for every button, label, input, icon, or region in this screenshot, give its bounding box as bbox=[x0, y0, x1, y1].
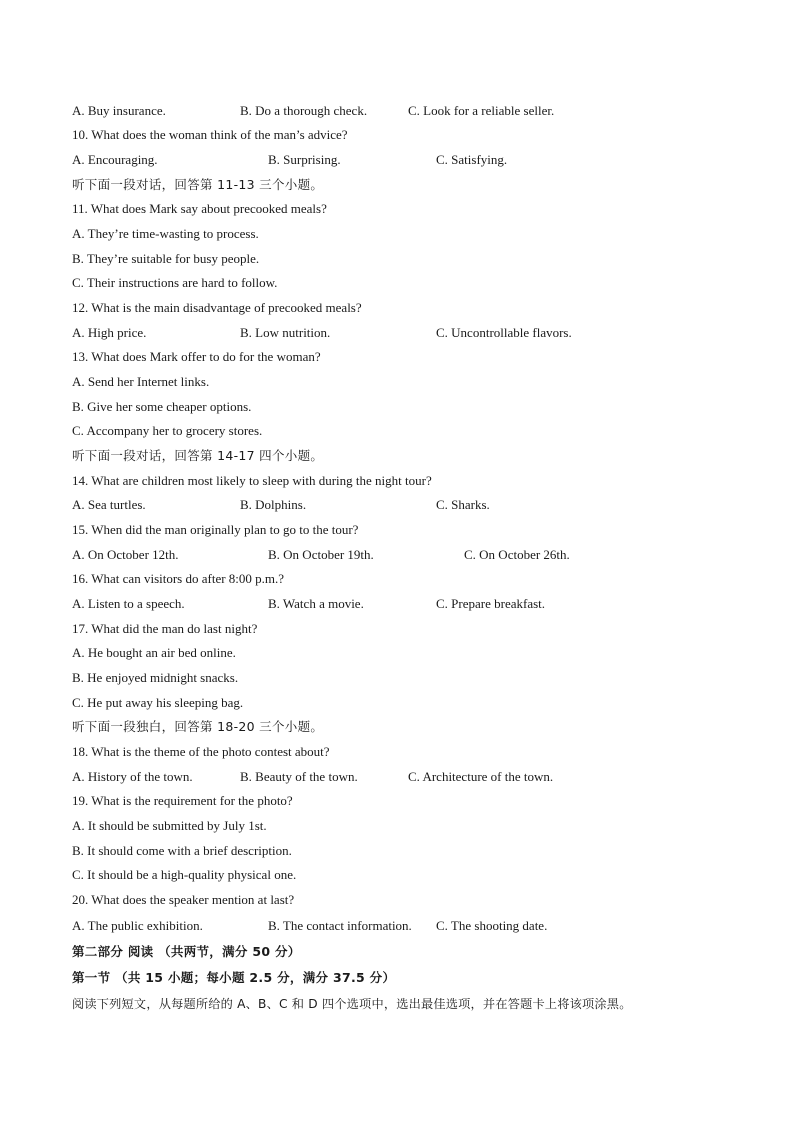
question-17: 17. What did the man do last night? bbox=[72, 621, 258, 636]
question-14: 14. What are children most likely to sleep with during the night tour? bbox=[72, 473, 432, 488]
option-b: B. On October 19th. bbox=[268, 547, 374, 562]
question-13: 13. What does Mark offer to do for the woman? bbox=[72, 349, 321, 364]
option-c: C. Satisfying. bbox=[436, 152, 508, 167]
option-b: B. Surprising. bbox=[268, 152, 341, 167]
option-b: B. The contact information. bbox=[268, 918, 412, 933]
reading-instructions: 阅读下列短文，从每题所给的 A、B、C 和 D 四个选项中，选出最佳选项，并在答题卡上将该项涂黑。 bbox=[72, 997, 632, 1011]
section-one-heading: 第一节 （共 15 小题；每小题 2.5 分，满分 37.5 分） bbox=[72, 970, 396, 985]
q17-option-c: C. He put away his sleeping bag. bbox=[72, 695, 244, 710]
section-instruction-11-13: 听下面一段对话，回答第 11-13 三个小题。 bbox=[72, 177, 324, 192]
option-a: A. Buy insurance. bbox=[72, 103, 166, 118]
q13-option-c: C. Accompany her to grocery stores. bbox=[72, 423, 263, 438]
option-b: B. Beauty of the town. bbox=[240, 769, 358, 784]
question-18: 18. What is the theme of the photo contest about? bbox=[72, 744, 330, 759]
option-c: C. Uncontrollable flavors. bbox=[436, 325, 572, 340]
question-11: 11. What does Mark say about precooked meals? bbox=[72, 201, 327, 216]
question-15: 15. When did the man originally plan to go to the tour? bbox=[72, 522, 359, 537]
q17-option-b: B. He enjoyed midnight snacks. bbox=[72, 670, 239, 685]
q11-option-a: A. They’re time-wasting to process. bbox=[72, 226, 259, 241]
option-a: A. High price. bbox=[72, 325, 147, 340]
q19-option-c: C. It should be a high-quality physical one. bbox=[72, 867, 297, 882]
question-16: 16. What can visitors do after 8:00 p.m.? bbox=[72, 571, 285, 586]
section-instruction-14-17: 听下面一段对话，回答第 14-17 四个小题。 bbox=[72, 448, 324, 463]
option-a: A. Sea turtles. bbox=[72, 497, 146, 512]
q11-option-c: C. Their instructions are hard to follow. bbox=[72, 275, 278, 290]
option-c: C. Prepare breakfast. bbox=[436, 596, 546, 611]
q11-option-b: B. They’re suitable for busy people. bbox=[72, 251, 260, 266]
option-a: A. On October 12th. bbox=[72, 547, 179, 562]
q19-option-b: B. It should come with a brief description. bbox=[72, 843, 292, 858]
section-instruction-18-20: 听下面一段独白，回答第 18-20 三个小题。 bbox=[72, 719, 324, 734]
option-c: C. The shooting date. bbox=[436, 918, 548, 933]
option-c: C. Look for a reliable seller. bbox=[408, 103, 555, 118]
question-19: 19. What is the requirement for the photo? bbox=[72, 793, 293, 808]
option-b: B. Dolphins. bbox=[240, 497, 307, 512]
option-c: C. Architecture of the town. bbox=[408, 769, 554, 784]
option-b: B. Do a thorough check. bbox=[240, 103, 368, 118]
option-b: B. Low nutrition. bbox=[240, 325, 331, 340]
question-12: 12. What is the main disadvantage of precooked meals? bbox=[72, 300, 362, 315]
option-b: B. Watch a movie. bbox=[268, 596, 364, 611]
question-20: 20. What does the speaker mention at last? bbox=[72, 892, 295, 907]
q13-option-b: B. Give her some cheaper options. bbox=[72, 399, 252, 414]
option-c: C. On October 26th. bbox=[464, 547, 570, 562]
option-a: A. Encouraging. bbox=[72, 152, 158, 167]
q17-option-a: A. He bought an air bed online. bbox=[72, 645, 236, 660]
q13-option-a: A. Send her Internet links. bbox=[72, 374, 210, 389]
option-a: A. The public exhibition. bbox=[72, 918, 203, 933]
option-a: A. History of the town. bbox=[72, 769, 193, 784]
q19-option-a: A. It should be submitted by July 1st. bbox=[72, 818, 267, 833]
question-10: 10. What does the woman think of the man’s advice? bbox=[72, 127, 348, 142]
option-a: A. Listen to a speech. bbox=[72, 596, 185, 611]
part-two-heading: 第二部分 阅读 （共两节，满分 50 分） bbox=[72, 944, 301, 959]
option-c: C. Sharks. bbox=[436, 497, 490, 512]
